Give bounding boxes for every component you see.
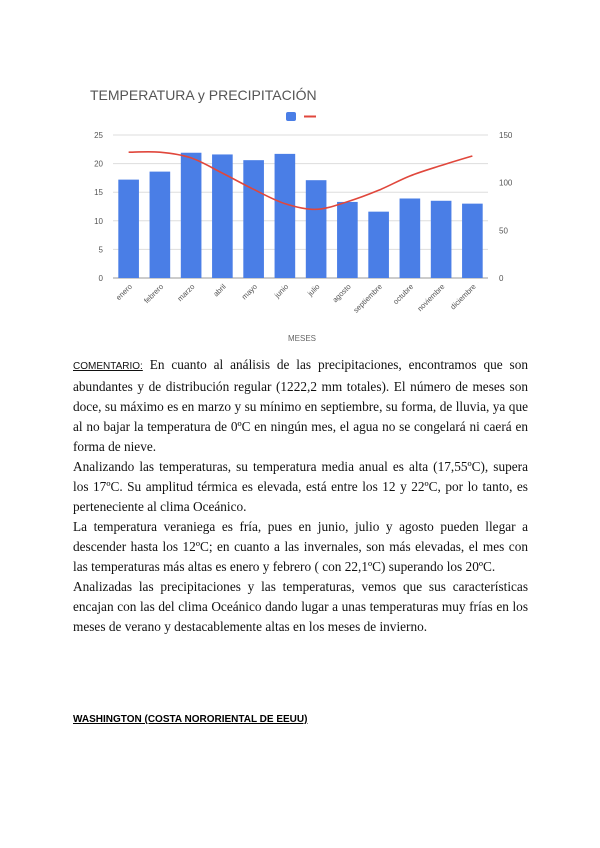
x-tick-label: julio bbox=[305, 282, 322, 298]
left-axis-ticks bbox=[94, 131, 103, 283]
x-tick-label: diciembre bbox=[448, 282, 478, 312]
left-tick-label: 15 bbox=[94, 188, 103, 198]
bar-agosto bbox=[337, 202, 358, 278]
bar-marzo bbox=[181, 153, 202, 278]
x-tick-label: marzo bbox=[175, 282, 197, 304]
bar-enero bbox=[118, 180, 139, 278]
comment-paragraph-4: Analizadas las precipitaciones y las temperaturas, vemos que sus características encajan con las del clima Oceánico dando lugar a unas temperaturas muy frías en los meses de verano y destacablemente altas en los meses de invierno. bbox=[73, 579, 528, 634]
chart-bars bbox=[118, 153, 482, 278]
x-tick-label: octubre bbox=[391, 282, 416, 307]
section-heading: WASHINGTON (COSTA NORORIENTAL DE EEUU) bbox=[73, 714, 308, 725]
left-tick-label: 10 bbox=[94, 216, 103, 226]
left-tick-label: 0 bbox=[98, 274, 103, 283]
temperature-line bbox=[129, 152, 473, 210]
bar-febrero bbox=[150, 172, 171, 278]
x-tick-label: mayo bbox=[239, 282, 260, 302]
bar-julio bbox=[306, 180, 327, 278]
x-tick-label: septiembre bbox=[351, 282, 385, 315]
comment-text bbox=[73, 355, 528, 637]
right-tick-label: 0 bbox=[499, 274, 504, 283]
right-axis-ticks bbox=[499, 131, 513, 283]
comment-paragraph-1 bbox=[73, 355, 528, 457]
bar-junio bbox=[275, 154, 296, 278]
bar-mayo bbox=[243, 160, 264, 278]
comment-p1-text: En cuanto al análisis de las precipitaciones, encontramos que son abundantes y de distribución regular (1222,2 mm totales). El número de meses son doce, su máximo es en marzo y su mínimo en septiembre, su forma, de lluvia, ya que al no bajar la temperatura de 0ºC en ningún mes, el agua no se congelará ni caerá en forma de nieve. bbox=[73, 357, 528, 454]
x-tick-label: noviembre bbox=[415, 282, 447, 314]
left-tick-label: 25 bbox=[94, 131, 103, 140]
left-tick-label: 20 bbox=[94, 159, 103, 169]
x-tick-label: abril bbox=[211, 282, 228, 299]
comment-paragraph-2: Analizando las temperaturas, su temperatura media anual es alta (17,55ºC), supera los 17ºC. Su amplitud térmica es elevada, está entre los 12 y 22ºC, por lo tanto, es perteneciente al clima Oceánico. bbox=[73, 459, 528, 514]
left-tick-label: 5 bbox=[98, 245, 103, 255]
legend-bar-swatch bbox=[286, 112, 296, 121]
right-tick-label: 100 bbox=[499, 178, 513, 188]
comment-paragraph-3: La temperatura veraniega es fría, pues en junio, julio y agosto pueden llegar a descender hasta los 12ºC; en cuanto a las invernales, son más elevadas, el mes con las temperaturas más altas es enero y febrero ( con 22,1ºC) superando los 20ºC. bbox=[73, 519, 528, 574]
bar-noviembre bbox=[431, 201, 452, 278]
x-tick-label: agosto bbox=[330, 282, 353, 305]
x-tick-label: febrero bbox=[142, 282, 166, 306]
bar-octubre bbox=[400, 198, 421, 278]
chart-title: TEMPERATURA y PRECIPITACIÓN bbox=[90, 87, 317, 103]
chart-line-layer bbox=[129, 152, 473, 210]
chart-legend bbox=[286, 112, 316, 121]
x-axis-label: MESES bbox=[287, 334, 317, 343]
x-tick-label: enero bbox=[114, 282, 135, 302]
x-axis-ticks bbox=[114, 282, 478, 315]
climate-chart bbox=[0, 78, 600, 348]
right-tick-label: 150 bbox=[499, 131, 513, 140]
comment-lead: COMENTARIO: bbox=[73, 361, 143, 372]
bar-diciembre bbox=[462, 204, 483, 278]
x-tick-label: junio bbox=[272, 282, 291, 300]
right-tick-label: 50 bbox=[499, 226, 508, 236]
bar-septiembre bbox=[368, 212, 389, 278]
